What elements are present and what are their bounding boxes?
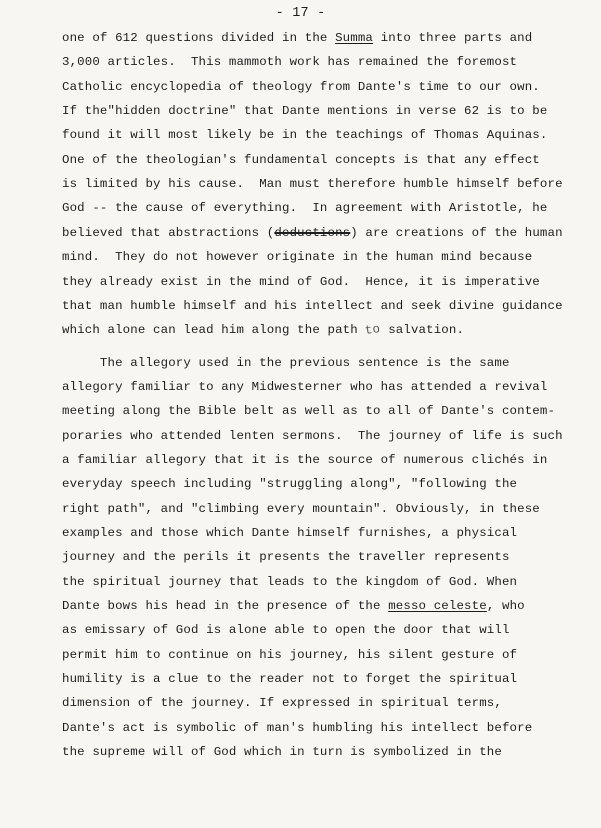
text-segment: examples and those which Dante himself furnishes, a physical [62, 526, 518, 540]
text-line [62, 403, 555, 419]
handwritten-correction: to [364, 322, 382, 338]
text-line [62, 428, 563, 444]
text-segment: 3,000 articles. This mammoth work has remained the foremost [62, 55, 518, 69]
text-line [62, 744, 502, 760]
text-line [62, 249, 532, 265]
text-segment: mind. They do not however originate in the human mind because [62, 250, 533, 264]
text-segment: ) are creations of the human [350, 226, 563, 240]
text-segment: salvation. [380, 323, 465, 337]
text-line [62, 30, 532, 46]
text-line [62, 720, 532, 736]
text-segment: permit him to continue on his journey, his silent gesture of [62, 648, 518, 662]
text-segment: right path", and "climbing every mountain". Obviously, in these [62, 502, 540, 516]
text-segment: believed that abstractions ( [62, 226, 275, 240]
text-line [62, 501, 540, 517]
text-line [62, 598, 525, 614]
text-line [62, 622, 510, 638]
page-number: - 17 - [275, 6, 326, 21]
text-segment: Dante's act is symbolic of man's humbling his intellect before [62, 721, 533, 735]
text-line [62, 549, 510, 565]
text-segment: , who [486, 599, 525, 613]
text-line [62, 225, 563, 241]
text-line [62, 103, 547, 119]
text-segment: dimension of the journey. If expressed in spiritual terms, [62, 696, 502, 710]
text-segment: humility is a clue to the reader not to forget the spiritual [62, 672, 518, 686]
text-segment: Dante bows his head in the presence of the [62, 599, 389, 613]
text-segment: is limited by his cause. Man must therefore humble himself before [62, 177, 563, 191]
text-line [62, 379, 547, 395]
text-line [62, 298, 563, 314]
text-line [62, 647, 517, 663]
text-segment: they already exist in the mind of God. Hence, it is imperative [62, 275, 540, 289]
text-segment: The allegory used in the previous sentence is the same [62, 356, 510, 370]
text-line [62, 452, 547, 468]
text-line [62, 200, 547, 216]
text-segment: God -- the cause of everything. In agreement with Aristotle, he [62, 201, 548, 215]
text-segment: which alone can lead him along the path [62, 323, 366, 337]
text-segment: the spiritual journey that leads to the kingdom of God. When [62, 575, 518, 589]
text-segment: one of 612 questions divided in the [62, 31, 336, 45]
text-line [62, 355, 510, 371]
text-line [62, 671, 517, 687]
text-segment: allegory familiar to any Midwesterner who has attended a revival [62, 380, 548, 394]
text-segment: as emissary of God is alone able to open the door that will [62, 623, 510, 637]
text-line [62, 79, 540, 95]
text-line [62, 127, 547, 143]
text-segment: poraries who attended lenten sermons. The journey of life is such [62, 429, 563, 443]
text-segment: meeting along the Bible belt as well as to all of Dante's contem- [62, 404, 556, 418]
text-segment: that man humble himself and his intellect and seek divine guidance [62, 299, 563, 313]
text-segment: a familiar allegory that it is the source of numerous clichés in [62, 453, 548, 467]
underlined-term: Summa [335, 31, 374, 45]
text-segment: the supreme will of God which in turn is symbolized in the [62, 745, 502, 759]
text-segment: Catholic encyclopedia of theology from Dante's time to our own. [62, 80, 540, 94]
text-segment: One of the theologian's fundamental concepts is that any effect [62, 153, 540, 167]
text-line [62, 176, 563, 192]
text-segment: If the"hidden doctrine" that Dante mentions in verse 62 is to be [62, 104, 548, 118]
text-line [62, 274, 540, 290]
text-segment: journey and the perils it presents the traveller represents [62, 550, 510, 564]
text-line [62, 322, 464, 338]
text-line [62, 54, 517, 70]
text-segment: found it will most likely be in the teachings of Thomas Aquinas. [62, 128, 548, 142]
text-segment: into three parts and [373, 31, 533, 45]
text-segment: everyday speech including "struggling along", "following the [62, 477, 518, 491]
text-line [62, 525, 517, 541]
text-line [62, 574, 517, 590]
text-line [62, 152, 540, 168]
text-line [62, 476, 517, 492]
underlined-term: messo celeste [388, 599, 487, 613]
text-line [62, 695, 502, 711]
struck-out-word: deductions [274, 226, 351, 240]
